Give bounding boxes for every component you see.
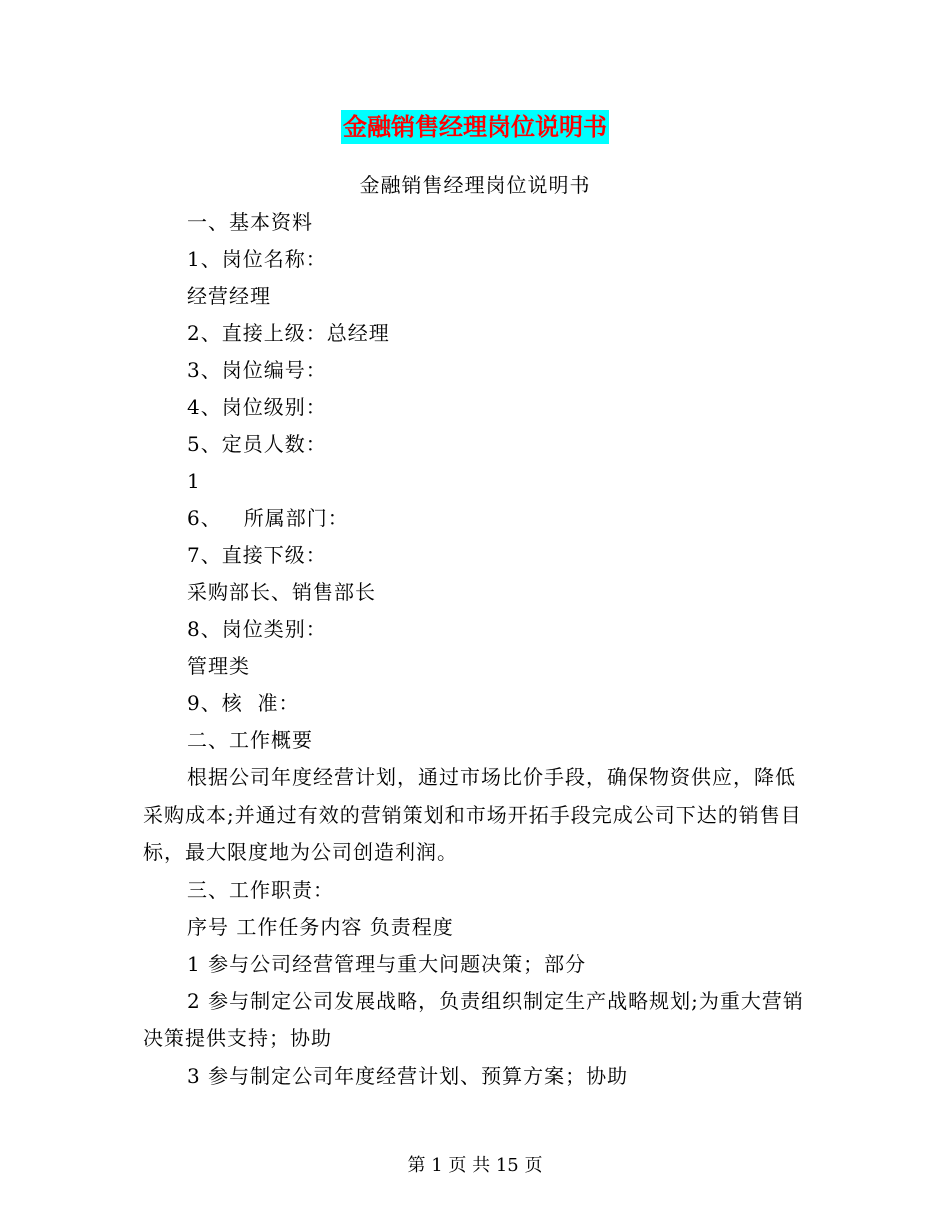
field-direct-subordinates: 7、直接下级： (187, 543, 327, 567)
field-headcount-value: 1 (187, 469, 201, 493)
field-position-category-value: 管理类 (187, 654, 250, 678)
document-subtitle: 金融销售经理岗位说明书 (359, 173, 591, 197)
field-position-name-value: 经营经理 (187, 284, 271, 308)
work-summary-paragraph: 根据公司年度经营计划，通过市场比价手段，确保物资供应，降低采购成本;并通过有效的营销策划和市场开拓手段完成公司下达的销售目标，最大限度地为公司创造利润。 (143, 765, 802, 864)
field-position-name: 1、岗位名称： (187, 247, 327, 271)
section-heading-basic-info: 一、基本资料 (187, 210, 313, 234)
field-department: 6、 所属部门： (187, 506, 349, 530)
duties-table-header: 序号 工作任务内容 负责程度 (187, 914, 454, 939)
duty-item: 3 参与制定公司年度经营计划、预算方案；协助 (187, 1063, 629, 1088)
field-position-number: 3、岗位编号： (187, 358, 327, 382)
field-direct-superior: 2、直接上级：总经理 (187, 321, 390, 345)
duty-item: 1 参与公司经营管理与重大问题决策；部分 (187, 951, 587, 976)
field-headcount: 5、定员人数： (187, 432, 327, 456)
document-body (143, 204, 808, 1095)
field-position-level: 4、岗位级别： (187, 395, 327, 419)
section-heading-work-summary: 二、工作概要 (187, 728, 313, 752)
field-position-category: 8、岗位类别： (187, 617, 327, 641)
field-direct-subordinates-value: 采购部长、销售部长 (187, 580, 376, 604)
document-title: 金融销售经理岗位说明书 (341, 110, 609, 144)
page-footer: 第 1 页 共 15 页 (407, 1155, 543, 1176)
title-wrap (0, 110, 950, 144)
duty-item: 2 参与制定公司发展战略，负责组织制定生产战略规划;为重大营销决策提供支持；协助 (143, 988, 804, 1050)
field-approval: 9、核 准： (187, 691, 300, 715)
section-heading-duties: 三、工作职责： (187, 877, 334, 902)
